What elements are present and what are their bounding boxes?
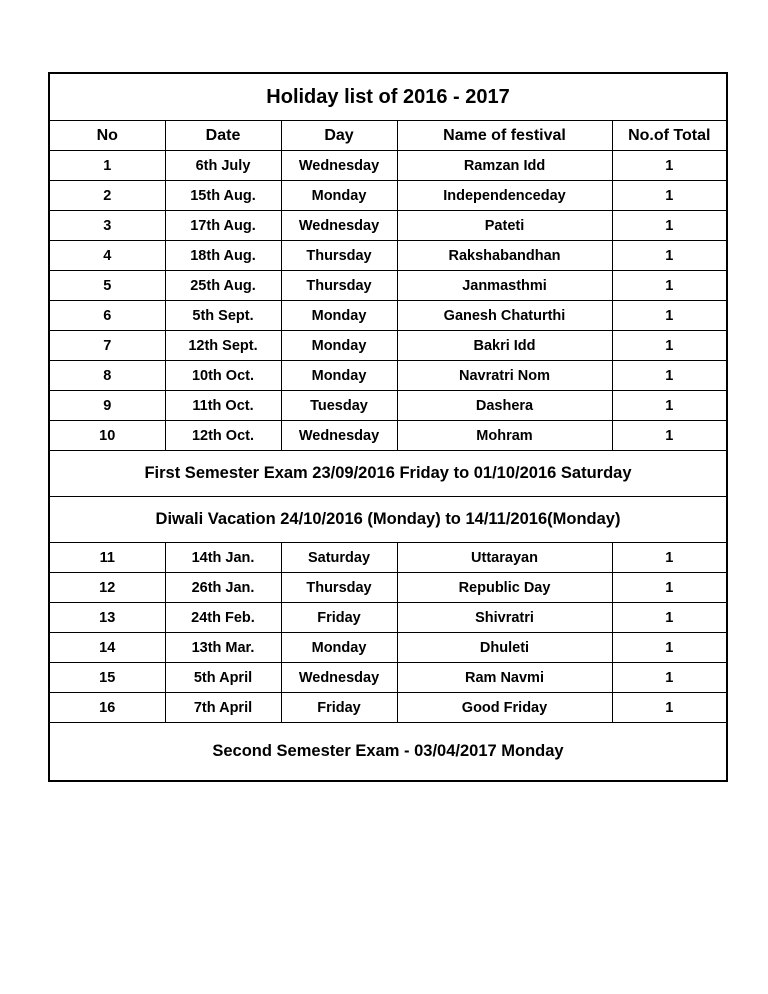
- holiday-table: [50, 74, 726, 780]
- cell-total: 1: [612, 663, 726, 693]
- cell-total: 1: [612, 301, 726, 331]
- cell-festival: Shivratri: [397, 603, 612, 633]
- cell-day: Thursday: [281, 241, 397, 271]
- cell-total: 1: [612, 633, 726, 663]
- cell-no: 10: [50, 421, 165, 451]
- cell-festival: Dashera: [397, 391, 612, 421]
- cell-no: 5: [50, 271, 165, 301]
- cell-total: 1: [612, 151, 726, 181]
- cell-total: 1: [612, 361, 726, 391]
- cell-day: Monday: [281, 361, 397, 391]
- table-row: [50, 663, 726, 693]
- cell-date: 12th Oct.: [165, 421, 281, 451]
- cell-no: 7: [50, 331, 165, 361]
- table-row: [50, 391, 726, 421]
- cell-day: Monday: [281, 331, 397, 361]
- cell-day: Thursday: [281, 573, 397, 603]
- table-row: [50, 271, 726, 301]
- cell-festival: Ramzan Idd: [397, 151, 612, 181]
- header-total: No.of Total: [612, 121, 726, 151]
- cell-total: 1: [612, 331, 726, 361]
- document-title: Holiday list of 2016 - 2017: [50, 74, 726, 121]
- cell-no: 16: [50, 693, 165, 723]
- first-semester-note-row: [50, 451, 726, 497]
- cell-festival: Ram Navmi: [397, 663, 612, 693]
- cell-festival: Ganesh Chaturthi: [397, 301, 612, 331]
- table-row: [50, 211, 726, 241]
- diwali-vacation-note: Diwali Vacation 24/10/2016 (Monday) to 14/11/2016(Monday): [50, 497, 726, 543]
- cell-total: 1: [612, 211, 726, 241]
- cell-total: 1: [612, 241, 726, 271]
- cell-total: 1: [612, 573, 726, 603]
- cell-total: 1: [612, 693, 726, 723]
- cell-festival: Good Friday: [397, 693, 612, 723]
- title-row: [50, 74, 726, 121]
- cell-total: 1: [612, 543, 726, 573]
- cell-festival: Pateti: [397, 211, 612, 241]
- cell-no: 9: [50, 391, 165, 421]
- cell-day: Wednesday: [281, 421, 397, 451]
- cell-date: 14th Jan.: [165, 543, 281, 573]
- first-semester-note: First Semester Exam 23/09/2016 Friday to 01/10/2016 Saturday: [50, 451, 726, 497]
- cell-date: 15th Aug.: [165, 181, 281, 211]
- cell-total: 1: [612, 391, 726, 421]
- header-festival: Name of festival: [397, 121, 612, 151]
- cell-festival: Bakri Idd: [397, 331, 612, 361]
- cell-total: 1: [612, 421, 726, 451]
- diwali-vacation-note-row: [50, 497, 726, 543]
- cell-day: Monday: [281, 301, 397, 331]
- table-row: [50, 603, 726, 633]
- table-row: [50, 633, 726, 663]
- cell-festival: Janmasthmi: [397, 271, 612, 301]
- table-row: [50, 331, 726, 361]
- holiday-sheet: [48, 72, 728, 782]
- cell-day: Tuesday: [281, 391, 397, 421]
- cell-festival: Republic Day: [397, 573, 612, 603]
- cell-no: 11: [50, 543, 165, 573]
- cell-no: 13: [50, 603, 165, 633]
- cell-day: Thursday: [281, 271, 397, 301]
- second-semester-note: Second Semester Exam - 03/04/2017 Monday: [50, 723, 726, 781]
- cell-day: Monday: [281, 181, 397, 211]
- cell-day: Wednesday: [281, 663, 397, 693]
- cell-no: 8: [50, 361, 165, 391]
- cell-no: 14: [50, 633, 165, 663]
- cell-date: 17th Aug.: [165, 211, 281, 241]
- cell-festival: Navratri Nom: [397, 361, 612, 391]
- cell-date: 25th Aug.: [165, 271, 281, 301]
- cell-no: 2: [50, 181, 165, 211]
- table-row: [50, 421, 726, 451]
- cell-total: 1: [612, 181, 726, 211]
- cell-festival: Mohram: [397, 421, 612, 451]
- header-row: [50, 121, 726, 151]
- cell-day: Monday: [281, 633, 397, 663]
- cell-no: 15: [50, 663, 165, 693]
- cell-day: Friday: [281, 603, 397, 633]
- cell-day: Wednesday: [281, 211, 397, 241]
- cell-no: 12: [50, 573, 165, 603]
- second-semester-note-row: [50, 723, 726, 781]
- table-row: [50, 361, 726, 391]
- cell-date: 10th Oct.: [165, 361, 281, 391]
- header-day: Day: [281, 121, 397, 151]
- cell-date: 13th Mar.: [165, 633, 281, 663]
- cell-day: Saturday: [281, 543, 397, 573]
- cell-date: 5th April: [165, 663, 281, 693]
- cell-date: 12th Sept.: [165, 331, 281, 361]
- cell-festival: Rakshabandhan: [397, 241, 612, 271]
- cell-no: 3: [50, 211, 165, 241]
- cell-festival: Dhuleti: [397, 633, 612, 663]
- cell-no: 1: [50, 151, 165, 181]
- table-row: [50, 301, 726, 331]
- header-date: Date: [165, 121, 281, 151]
- table-row: [50, 543, 726, 573]
- cell-date: 26th Jan.: [165, 573, 281, 603]
- header-no: No: [50, 121, 165, 151]
- table-row: [50, 573, 726, 603]
- cell-date: 11th Oct.: [165, 391, 281, 421]
- cell-date: 6th July: [165, 151, 281, 181]
- cell-total: 1: [612, 603, 726, 633]
- cell-no: 6: [50, 301, 165, 331]
- cell-date: 7th April: [165, 693, 281, 723]
- cell-total: 1: [612, 271, 726, 301]
- cell-festival: Uttarayan: [397, 543, 612, 573]
- cell-day: Friday: [281, 693, 397, 723]
- cell-no: 4: [50, 241, 165, 271]
- cell-day: Wednesday: [281, 151, 397, 181]
- cell-date: 24th Feb.: [165, 603, 281, 633]
- table-row: [50, 151, 726, 181]
- cell-date: 5th Sept.: [165, 301, 281, 331]
- cell-date: 18th Aug.: [165, 241, 281, 271]
- table-row: [50, 241, 726, 271]
- table-row: [50, 693, 726, 723]
- cell-festival: Independenceday: [397, 181, 612, 211]
- table-row: [50, 181, 726, 211]
